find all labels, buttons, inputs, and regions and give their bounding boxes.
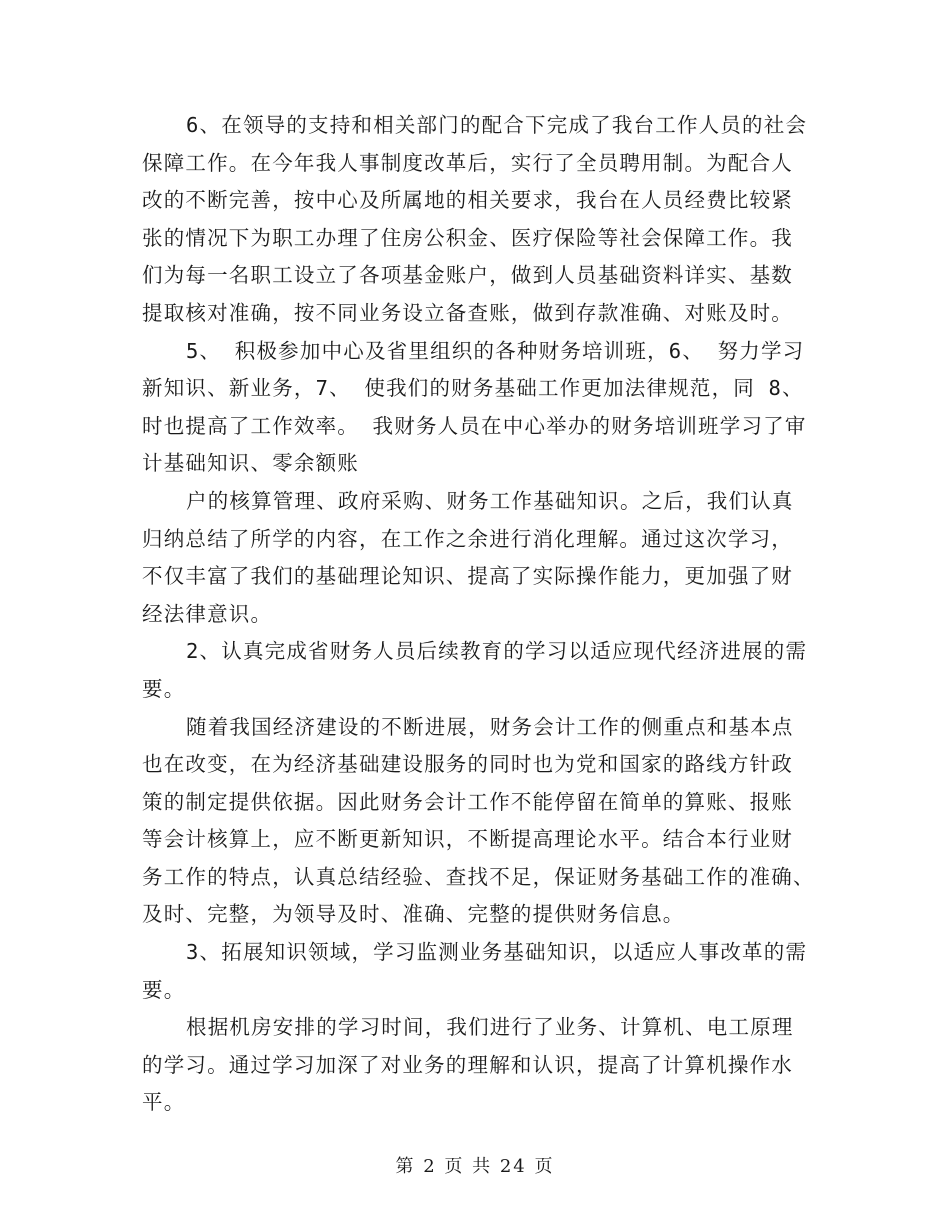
text-line: 的学习。通过学习加深了对业务的理解和认识，提高了计算机操作水 (142, 1052, 793, 1077)
text-line: 计基础知识、零余额账 (142, 451, 359, 476)
text-line: 根据机房安排的学习时间，我们进行了业务、计算机、电工原理 (186, 1015, 794, 1040)
text-line: 保障工作。在今年我人事制度改革后，实行了全员聘用制。为配合人 (142, 150, 793, 175)
text-line: 及时、完整，为领导及时、准确、完整的提供财务信息。 (142, 902, 685, 927)
text-line: 3、拓展知识领域，学习监测业务基础知识，以适应人事改革的需 (186, 940, 808, 965)
text-line: 归纳总结了所学的内容，在工作之余进行消化理解。通过这次学习， (142, 526, 793, 551)
body-text (142, 107, 815, 1122)
text-line: 随着我国经济建设的不断进展，财务会计工作的侧重点和基本点 (186, 714, 794, 739)
text-line: 6、在领导的支持和相关部门的配合下完成了我台工作人员的社会 (186, 113, 808, 137)
text-line: 时也提高了工作效率。 我财务人员在中心举办的财务培训班学习了审 (142, 413, 807, 438)
text-line: 们为每一名职工设立了各项基金账户，做到人员基础资料详实、基数 (142, 263, 793, 288)
text-line: 也在改变，在为经济基础建设服务的同时也为党和国家的路线方针政 (142, 752, 793, 777)
text-line: 务工作的特点，认真总结经验、查找不足，保证财务基础工作的准确、 (142, 864, 815, 889)
text-line: 户的核算管理、政府采购、财务工作基础知识。之后，我们认真 (186, 488, 794, 513)
text-line: 张的情况下为职工办理了住房公积金、医疗保险等社会保障工作。我 (142, 225, 793, 250)
text-line: 不仅丰富了我们的基础理论知识、提高了实际操作能力，更加强了财 (142, 564, 793, 589)
text-line: 平。 (142, 1090, 186, 1115)
text-line: 等会计核算上，应不断更新知识，不断提高理论水平。结合本行业财 (142, 827, 793, 852)
text-line: 改的不断完善，按中心及所属地的相关要求，我台在人员经费比较紧 (142, 188, 793, 213)
text-line: 新知识、新业务，7、 使我们的财务基础工作更加法律规范，同 8、 (142, 376, 804, 401)
text-line: 5、 积极参加中心及省里组织的各种财务培训班，6、 努力学习 (186, 338, 805, 363)
text-line: 经法律意识。 (142, 601, 273, 626)
text-line: 要。 (142, 676, 186, 701)
text-line: 策的制定提供依据。因此财务会计工作不能停留在简单的算账、报账 (142, 789, 793, 814)
page-footer: 第 2 页 共 24 页 (395, 1156, 555, 1177)
text-line: 2、认真完成省财务人员后续教育的学习以适应现代经济进展的需 (186, 639, 808, 664)
text-line: 要。 (142, 977, 186, 1002)
text-line: 提取核对准确，按不同业务设立备查账，做到存款准确、对账及时。 (142, 300, 793, 325)
